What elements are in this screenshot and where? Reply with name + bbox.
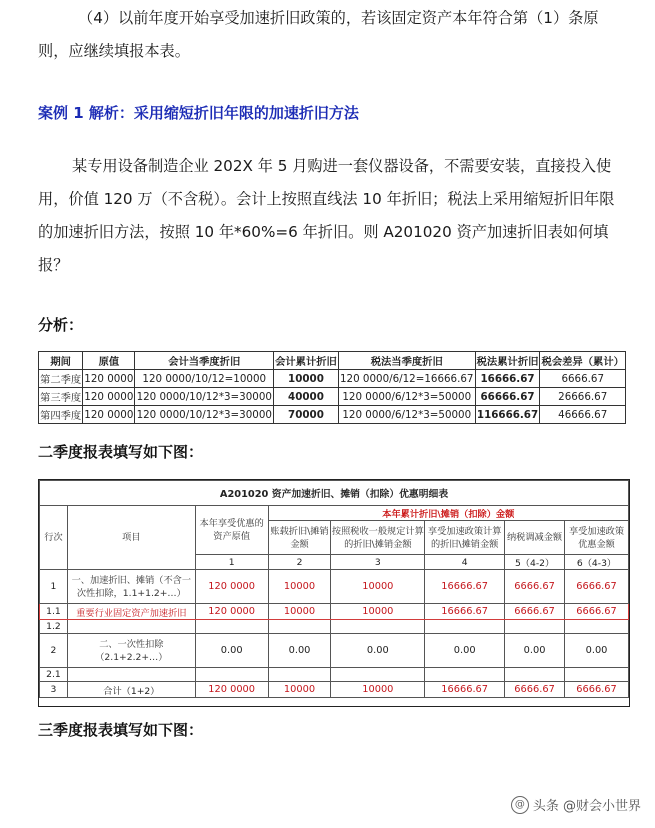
form-item	[67, 620, 195, 634]
form-line-number: 1.1	[40, 604, 68, 620]
form-value: 10000	[268, 682, 331, 698]
form-value: 6666.67	[565, 682, 629, 698]
form-value: 0.00	[425, 634, 505, 668]
analysis-header-row	[39, 352, 626, 370]
table-row	[39, 388, 626, 406]
form-col-original-value: 本年享受优惠的资产原值	[195, 506, 268, 555]
form-item: 一、加速折旧、摊销（不含一次性扣除，1.1+1.2+…）	[67, 570, 195, 604]
analysis-heading: 分析：	[38, 316, 84, 334]
form-col-line: 行次	[40, 506, 68, 570]
form-value: 16666.67	[425, 604, 505, 620]
form-value: 6666.67	[505, 604, 565, 620]
form-value: 0.00	[505, 634, 565, 668]
form-value: 16666.67	[425, 570, 505, 604]
cell-formula: 120 0000/10/12*3=30000	[135, 406, 274, 424]
form-col-number: 6（4-3）	[565, 555, 629, 570]
header-original-value: 原值	[83, 352, 135, 370]
form-value: 6666.67	[505, 682, 565, 698]
form-sub-header: 按照税收一般规定计算的折旧\摊销金额	[331, 521, 425, 555]
form-item: 重要行业固定资产加速折旧	[67, 604, 195, 620]
q2-heading: 二季度报表填写如下图：	[38, 443, 204, 461]
form-row	[40, 634, 629, 668]
form-value	[505, 620, 565, 634]
header-accounting-cumulative-dep: 会计累计折旧	[274, 352, 339, 370]
analysis-table	[38, 351, 626, 424]
form-col-item: 项目	[67, 506, 195, 570]
form-col-number: 1	[195, 555, 268, 570]
form-col-number: 5（4-2）	[505, 555, 565, 570]
form-line-number: 3	[40, 682, 68, 698]
a201020-form-image	[38, 479, 630, 707]
form-line-number: 2.1	[40, 668, 68, 682]
form-value: 6666.67	[565, 604, 629, 620]
form-title: A201020 资产加速折旧、摊销（扣除）优惠明细表	[40, 481, 629, 506]
cell-formula: 120 0000/10/12=10000	[135, 370, 274, 388]
form-value: 0.00	[268, 634, 331, 668]
cell-total: 10000	[274, 370, 339, 388]
form-value: 10000	[331, 604, 425, 620]
form-value	[195, 620, 268, 634]
form-value	[268, 620, 331, 634]
form-line-number: 1.2	[40, 620, 68, 634]
form-value: 120 0000	[195, 682, 268, 698]
form-value: 0.00	[565, 634, 629, 668]
watermark	[511, 795, 641, 814]
cell-formula: 120 0000/10/12*3=30000	[135, 388, 274, 406]
form-row	[40, 668, 629, 682]
cell-diff: 26666.67	[540, 388, 626, 406]
cell-diff: 46666.67	[540, 406, 626, 424]
form-value: 0.00	[331, 634, 425, 668]
form-line-number: 2	[40, 634, 68, 668]
form-row-total	[40, 682, 629, 698]
q3-heading: 三季度报表填写如下图：	[38, 721, 204, 739]
form-value	[331, 668, 425, 682]
watermark-logo-icon: @	[511, 796, 529, 814]
form-value: 16666.67	[425, 682, 505, 698]
form-value	[331, 620, 425, 634]
form-value: 0.00	[195, 634, 268, 668]
cell-total: 70000	[274, 406, 339, 424]
form-sub-header: 享受加速政策计算的折旧\摊销金额	[425, 521, 505, 555]
form-value: 10000	[268, 604, 331, 620]
case-title: 案例 1 解析：采用缩短折旧年限的加速折旧方法	[38, 104, 359, 122]
form-value: 120 0000	[195, 604, 268, 620]
cell-total: 66666.67	[475, 388, 540, 406]
cell-period: 第二季度	[39, 370, 83, 388]
form-value	[425, 620, 505, 634]
form-col-number: 4	[425, 555, 505, 570]
form-sub-header: 账载折旧\摊销金额	[268, 521, 331, 555]
cell-total: 40000	[274, 388, 339, 406]
cell-value: 120 0000	[83, 406, 135, 424]
header-period: 期间	[39, 352, 83, 370]
table-row	[39, 406, 626, 424]
cell-period: 第三季度	[39, 388, 83, 406]
watermark-text: 头条 @财会小世界	[532, 799, 641, 814]
form-value: 120 0000	[195, 570, 268, 604]
header-accounting-quarter-dep: 会计当季度折旧	[135, 352, 274, 370]
cell-formula: 120 0000/6/12=16666.67	[338, 370, 475, 388]
form-row	[40, 620, 629, 634]
form-item	[67, 668, 195, 682]
form-row	[40, 570, 629, 604]
form-col-number: 3	[331, 555, 425, 570]
table-row	[39, 370, 626, 388]
cell-period: 第四季度	[39, 406, 83, 424]
cell-formula: 120 0000/6/12*3=50000	[338, 406, 475, 424]
header-tax-quarter-dep: 税法当季度折旧	[338, 352, 475, 370]
form-col-number: 2	[268, 555, 331, 570]
form-value: 10000	[331, 570, 425, 604]
form-value	[505, 668, 565, 682]
header-tax-cumulative-dep: 税法累计折旧	[475, 352, 540, 370]
form-group-header: 本年累计折旧\摊销（扣除）金额	[268, 506, 628, 521]
cell-value: 120 0000	[83, 388, 135, 406]
form-item: 合计（1+2）	[67, 682, 195, 698]
form-value: 6666.67	[505, 570, 565, 604]
form-sub-header: 纳税调减金额	[505, 521, 565, 555]
form-value: 10000	[268, 570, 331, 604]
cell-total: 116666.67	[475, 406, 540, 424]
form-value: 10000	[331, 682, 425, 698]
header-tax-book-difference: 税会差异（累计）	[540, 352, 626, 370]
form-item: 二、一次性扣除（2.1+2.2+…）	[67, 634, 195, 668]
a201020-form-table	[39, 480, 629, 698]
form-value	[425, 668, 505, 682]
cell-total: 16666.67	[475, 370, 540, 388]
case-paragraph: 某专用设备制造企业 202X 年 5 月购进一套仪器设备，不需要安装，直接投入使用，价值 120 万（不含税）。会计上按照直线法 10 年折旧；税法上采用缩短折旧年限的加速折旧方法，按照 10 年*60%=6 年折旧。则 A201020 资产加速折旧表如何填报？	[38, 157, 615, 274]
cell-diff: 6666.67	[540, 370, 626, 388]
form-value	[565, 668, 629, 682]
form-row-highlighted	[40, 604, 629, 620]
form-value	[268, 668, 331, 682]
form-line-number: 1	[40, 570, 68, 604]
form-value	[565, 620, 629, 634]
form-value	[195, 668, 268, 682]
form-sub-header: 享受加速政策优惠金额	[565, 521, 629, 555]
cell-value: 120 0000	[83, 370, 135, 388]
form-value: 6666.67	[565, 570, 629, 604]
intro-paragraph: （4）以前年度开始享受加速折旧政策的，若该固定资产本年符合第（1）条原则，应继续填报本表。	[38, 9, 599, 60]
cell-formula: 120 0000/6/12*3=50000	[338, 388, 475, 406]
